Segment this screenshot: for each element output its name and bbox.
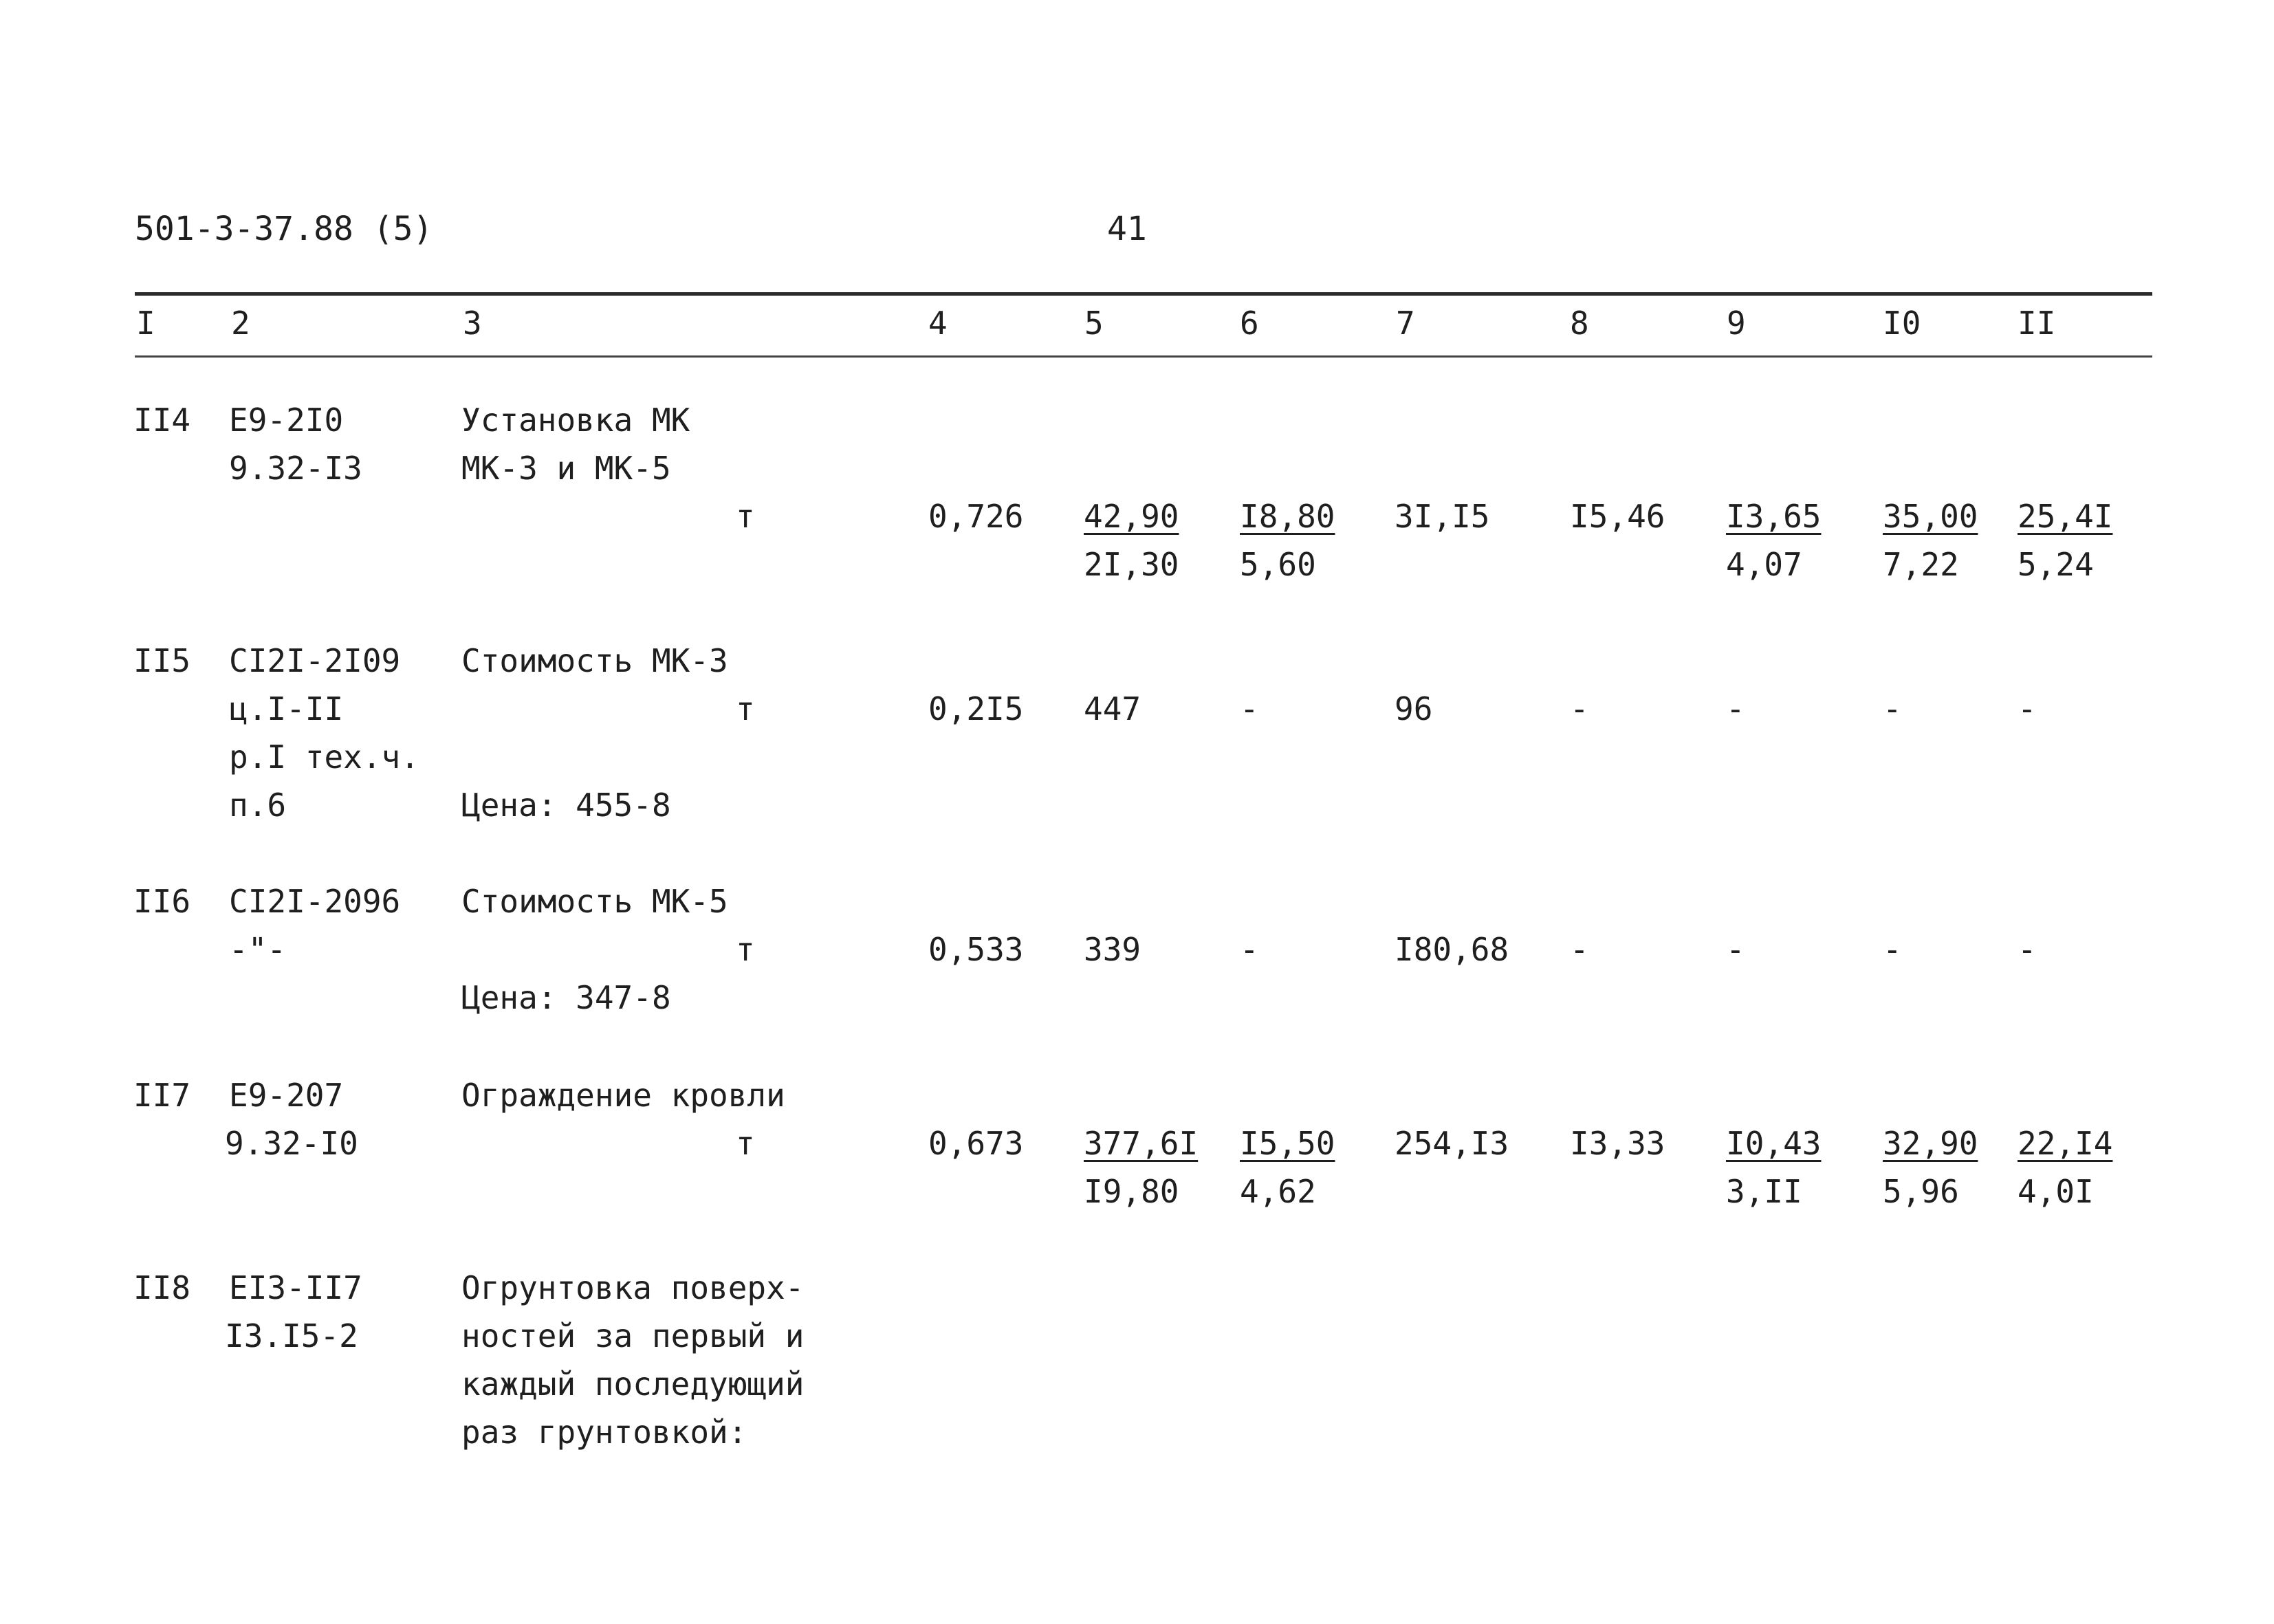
col7-value: 3I,I5 bbox=[1395, 498, 1490, 535]
col9-value-top: I0,43 bbox=[1726, 1125, 1822, 1162]
col11-value-bottom: 5,24 bbox=[2018, 546, 2094, 583]
page-number: 41 bbox=[1107, 210, 1147, 248]
col5-value: 447 bbox=[1084, 690, 1141, 727]
row-description-line: раз грунтовкой: bbox=[461, 1414, 747, 1451]
row-code-line: E9-2I0 bbox=[229, 402, 344, 439]
row-description-line: Ограждение кровли bbox=[461, 1077, 785, 1114]
col6-value-top: I5,50 bbox=[1240, 1125, 1335, 1162]
col11-value-bottom: 4,0I bbox=[2018, 1173, 2094, 1210]
col10-value-top: 35,00 bbox=[1883, 498, 1978, 535]
row-unit: т bbox=[736, 690, 755, 727]
col7-value: I80,68 bbox=[1395, 931, 1509, 968]
col5-value-bottom: I9,80 bbox=[1084, 1173, 1179, 1210]
row-description-line: МК-3 и МК-5 bbox=[461, 450, 671, 487]
column-header-9: 9 bbox=[1727, 305, 1746, 342]
row-number: II6 bbox=[133, 883, 191, 920]
row-code-line: CI2I-2I09 bbox=[229, 642, 401, 679]
col7-value: 254,I3 bbox=[1395, 1125, 1509, 1162]
row-description-line: Стоимость МК-3 bbox=[461, 642, 728, 679]
column-header-1: I bbox=[136, 305, 155, 342]
col8-value: - bbox=[1570, 931, 1589, 968]
row-number: II7 bbox=[133, 1077, 191, 1114]
row-unit: т bbox=[736, 931, 755, 968]
row-code-line: CI2I-2096 bbox=[229, 883, 401, 920]
row-quantity: 0,673 bbox=[928, 1125, 1024, 1162]
row-code-line: 9.32-I0 bbox=[225, 1125, 358, 1162]
col9-value-bottom: 4,07 bbox=[1726, 546, 1802, 583]
col10-value: - bbox=[1883, 931, 1902, 968]
col10-value-top: 32,90 bbox=[1883, 1125, 1978, 1162]
row-quantity: 0,2I5 bbox=[928, 690, 1024, 727]
column-header-8: 8 bbox=[1570, 305, 1589, 342]
col7-value: 96 bbox=[1395, 690, 1433, 727]
col10-value-bottom: 5,96 bbox=[1883, 1173, 1959, 1210]
col9-value-bottom: 3,II bbox=[1726, 1173, 1802, 1210]
col6-value-top: I8,80 bbox=[1240, 498, 1335, 535]
row-quantity: 0,726 bbox=[928, 498, 1024, 535]
table-top-rule bbox=[135, 292, 2152, 296]
row-code-line: E9-207 bbox=[229, 1077, 344, 1114]
row-price: Цена: 455-8 bbox=[461, 787, 671, 824]
row-description-line: Огрунтовка поверх- bbox=[461, 1269, 805, 1306]
row-code-line: р.I тех.ч. bbox=[229, 738, 419, 776]
column-header-4: 4 bbox=[928, 305, 948, 342]
column-header-5: 5 bbox=[1084, 305, 1104, 342]
row-unit: т bbox=[736, 1125, 755, 1162]
col10-value-bottom: 7,22 bbox=[1883, 546, 1959, 583]
col11-value-top: 22,I4 bbox=[2018, 1125, 2113, 1162]
column-header-10: I0 bbox=[1883, 305, 1921, 342]
col5-value-top: 377,6I bbox=[1084, 1125, 1199, 1162]
document-code: 501-3-37.88 (5) bbox=[135, 210, 433, 248]
column-header-3: 3 bbox=[463, 305, 482, 342]
row-description-line: ностей за первый и bbox=[461, 1317, 805, 1354]
column-header-2: 2 bbox=[231, 305, 250, 342]
col11-value-top: 25,4I bbox=[2018, 498, 2113, 535]
col9-value-top: I3,65 bbox=[1726, 498, 1822, 535]
col5-value: 339 bbox=[1084, 931, 1141, 968]
row-description-line: Установка МК bbox=[461, 402, 690, 439]
col11-value: - bbox=[2018, 931, 2037, 968]
col8-value: I3,33 bbox=[1570, 1125, 1665, 1162]
row-code-line: ц.I-II bbox=[229, 690, 344, 727]
column-header-6: 6 bbox=[1240, 305, 1259, 342]
column-header-7: 7 bbox=[1396, 305, 1415, 342]
row-number: II8 bbox=[133, 1269, 191, 1306]
col6-value: - bbox=[1240, 931, 1259, 968]
row-number: II4 bbox=[133, 402, 191, 439]
row-code-line: EI3-II7 bbox=[229, 1269, 362, 1306]
row-unit: т bbox=[736, 498, 755, 535]
row-number: II5 bbox=[133, 642, 191, 679]
col6-value-bottom: 4,62 bbox=[1240, 1173, 1316, 1210]
col8-value: I5,46 bbox=[1570, 498, 1665, 535]
col6-value-bottom: 5,60 bbox=[1240, 546, 1316, 583]
header-bottom-rule bbox=[135, 355, 2152, 358]
row-code-line: 9.32-I3 bbox=[229, 450, 362, 487]
col6-value: - bbox=[1240, 690, 1259, 727]
col8-value: - bbox=[1570, 690, 1589, 727]
row-price: Цена: 347-8 bbox=[461, 979, 671, 1016]
row-code-line: I3.I5-2 bbox=[225, 1317, 358, 1354]
row-code-line: -"- bbox=[229, 931, 287, 968]
col11-value: - bbox=[2018, 690, 2037, 727]
row-description-line: каждый последующий bbox=[461, 1365, 805, 1403]
col9-value: - bbox=[1726, 931, 1745, 968]
column-header-11: II bbox=[2018, 305, 2056, 342]
row-code-line: п.6 bbox=[229, 787, 287, 824]
col5-value-bottom: 2I,30 bbox=[1084, 546, 1179, 583]
col10-value: - bbox=[1883, 690, 1902, 727]
col5-value-top: 42,90 bbox=[1084, 498, 1179, 535]
row-description-line: Стоимость МК-5 bbox=[461, 883, 728, 920]
col9-value: - bbox=[1726, 690, 1745, 727]
row-quantity: 0,533 bbox=[928, 931, 1024, 968]
